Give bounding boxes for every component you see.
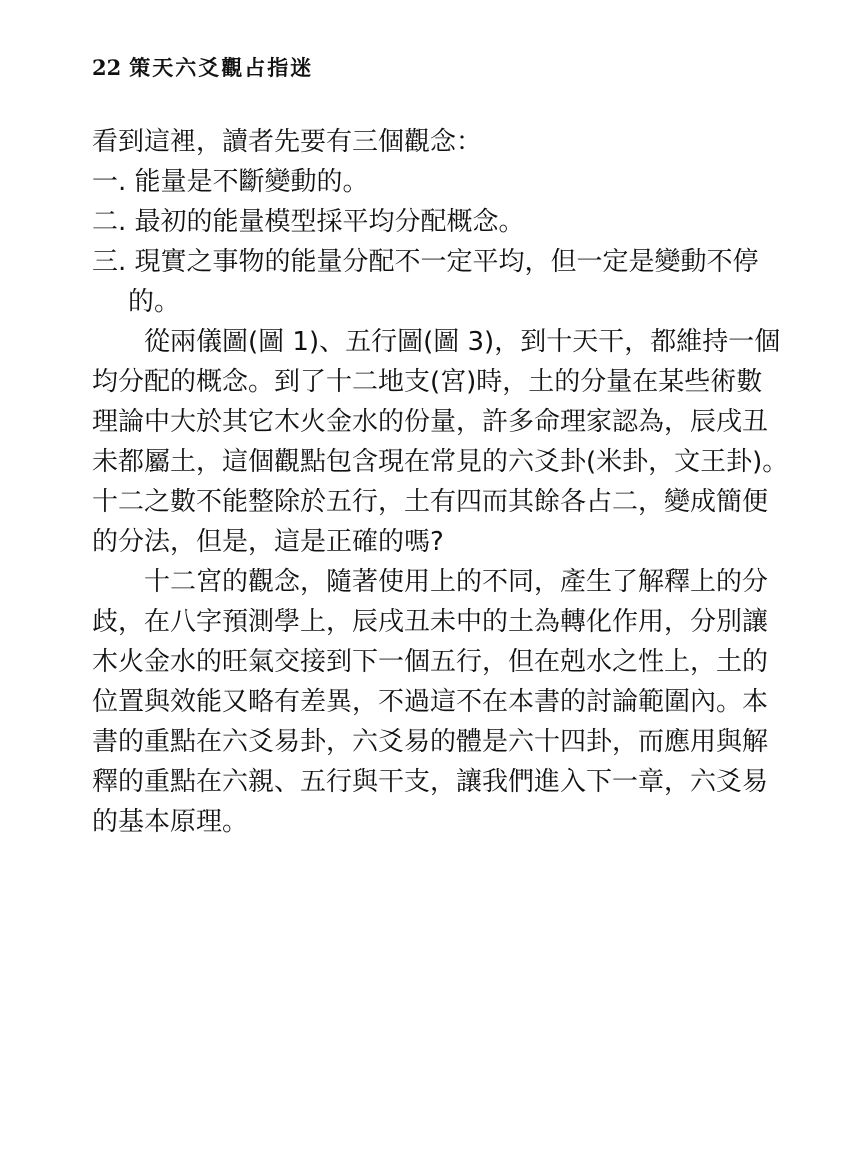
paragraph-line: 書的重點在六爻易卦，六爻易的體是六十四卦，而應用與解 bbox=[92, 727, 769, 757]
paragraph-line: 十二宮的觀念，隨著使用上的不同，產生了解釋上的分 bbox=[144, 567, 769, 597]
paragraph-line: 位置與效能又略有差異，不過這不在本書的討論範圍內。本 bbox=[92, 687, 769, 717]
paragraph-line: 理論中大於其它木火金水的份量，許多命理家認為，辰戌丑 bbox=[92, 407, 769, 437]
paragraph-line: 十二之數不能整除於五行，土有四而其餘各占二，變成簡便 bbox=[92, 487, 769, 517]
paragraph-line: 的基本原理。 bbox=[92, 807, 249, 837]
concept-item-continuation: 的。 bbox=[128, 287, 181, 317]
concept-item: 二. 最初的能量模型採平均分配概念。 bbox=[92, 207, 525, 237]
intro-line: 看到這裡，讀者先要有三個觀念： bbox=[92, 127, 483, 157]
paragraph-line: 木火金水的旺氣交接到下一個五行，但在剋水之性上，土的 bbox=[92, 647, 769, 677]
running-header bbox=[92, 52, 313, 82]
paragraph-line: 均分配的概念。到了十二地支(宮)時，土的分量在某些術數 bbox=[92, 367, 763, 397]
body-text bbox=[92, 122, 789, 842]
paragraph-line: 釋的重點在六親、五行與干支，讓我們進入下一章，六爻易 bbox=[92, 767, 769, 797]
paragraph-line: 從兩儀圖(圖 1)、五行圖(圖 3)，到十天干，都維持一個 bbox=[144, 327, 781, 357]
concept-item: 一. 能量是不斷變動的。 bbox=[92, 167, 369, 197]
concept-item: 三. 現實之事物的能量分配不一定平均，但一定是變動不停 bbox=[92, 247, 759, 277]
page-number: 22 bbox=[92, 55, 122, 80]
book-title: 策天六爻觀占指迷 bbox=[129, 55, 314, 80]
paragraph-line: 的分法，但是，這是正確的嗎? bbox=[92, 527, 444, 557]
paragraph-line: 歧，在八字預測學上，辰戌丑未中的土為轉化作用，分別讓 bbox=[92, 607, 769, 637]
paragraph-line: 未都屬土，這個觀點包含現在常見的六爻卦(米卦，文王卦)。 bbox=[92, 447, 789, 477]
